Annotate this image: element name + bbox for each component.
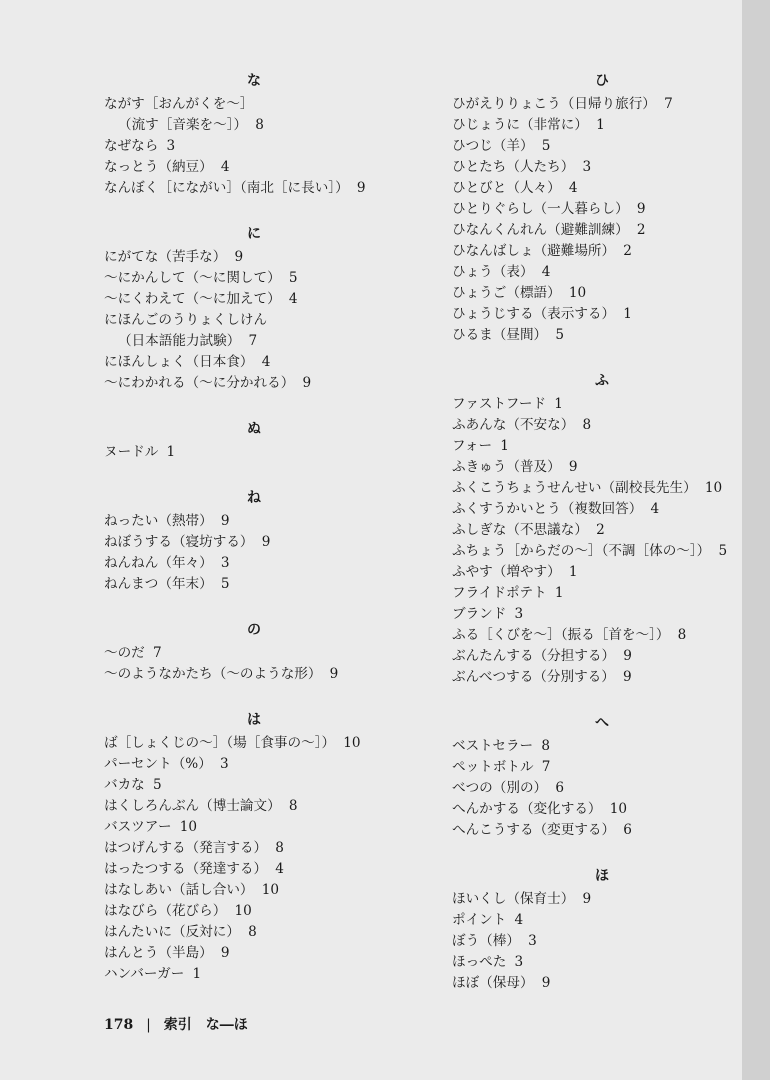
entry-term: ブランド — [452, 606, 507, 622]
entry-lesson-number: 4 — [275, 861, 284, 877]
index-entry — [452, 115, 770, 136]
entry-term: ひなんくんれん（避難訓練） — [452, 222, 629, 238]
entry-term: へんかする（変化する） — [452, 801, 602, 817]
entry-term: ねんまつ（年末） — [104, 576, 213, 592]
entry-term: ほぼ（保母） — [452, 975, 534, 991]
entry-lesson-number: 5 — [288, 270, 298, 286]
section-gap — [104, 394, 424, 416]
entry-term: ひがえりりょこう（日帰り旅行） — [452, 96, 656, 112]
entry-term: バスツアー — [104, 819, 172, 835]
entry-lesson-number: 1 — [500, 438, 509, 454]
entry-term: はなしあい（話し合い） — [104, 882, 254, 898]
index-entry — [104, 880, 424, 901]
index-entry — [104, 664, 424, 685]
index-entry — [452, 604, 770, 625]
section-gap — [452, 346, 770, 368]
index-entry — [452, 952, 770, 973]
index-section — [104, 221, 424, 394]
entry-term: はつげんする（発言する） — [104, 840, 268, 856]
section-heading: は — [247, 712, 261, 728]
entry-term: へんこうする（変更する） — [452, 822, 616, 838]
entry-term: ひょう（表） — [452, 264, 534, 280]
index-entry — [452, 325, 770, 346]
entry-term: べつの（別の） — [452, 780, 548, 796]
index-entry — [452, 283, 770, 304]
entry-term: ねったい（熱帯） — [104, 513, 213, 529]
index-entry — [104, 373, 424, 394]
entry-lesson-number: 5 — [718, 543, 728, 559]
entry-term: ひつじ（羊） — [452, 138, 534, 154]
section-gap — [104, 463, 424, 485]
section-heading: に — [247, 226, 261, 242]
entry-term: （流す［音楽を〜］） — [118, 117, 248, 133]
entry-lesson-number: 4 — [261, 354, 271, 370]
entry-lesson-number: 9 — [541, 975, 551, 991]
entry-term: はんたいに（反対に） — [104, 924, 240, 940]
index-entry — [452, 136, 770, 157]
entry-lesson-number: 8 — [255, 117, 264, 133]
index-entry — [452, 241, 770, 262]
index-entry — [452, 667, 770, 688]
entry-term: ふる［くびを〜］（振る［首を〜］） — [452, 627, 670, 643]
index-entry — [104, 178, 424, 199]
index-entry — [452, 820, 770, 841]
index-section — [104, 68, 424, 199]
entry-lesson-number: 7 — [664, 96, 673, 112]
entry-term: ながす［おんがくを〜］ — [104, 96, 254, 112]
entry-lesson-number: 9 — [220, 513, 230, 529]
entry-term: ペットボトル — [452, 759, 534, 775]
entry-lesson-number: 8 — [288, 798, 298, 814]
entry-term: ふしぎな（不思議な） — [452, 522, 588, 538]
entry-term: ぶんたんする（分担する） — [452, 648, 616, 664]
index-entry — [452, 304, 770, 325]
entry-term: 〜にわかれる（〜に分かれる） — [104, 375, 295, 391]
entry-term: ふくすうかいとう（複数回答） — [452, 501, 643, 517]
index-entry — [452, 199, 770, 220]
index-entry — [452, 436, 770, 457]
entry-lesson-number: 8 — [275, 840, 284, 856]
index-entry — [452, 778, 770, 799]
entry-term: ふくこうちょうせんせい（副校長先生） — [452, 480, 697, 496]
section-gap — [452, 688, 770, 710]
entry-term: ひなんばしょ（避難場所） — [452, 243, 616, 259]
entry-term: ほっぺた — [452, 954, 507, 970]
entry-lesson-number: 7 — [152, 645, 162, 661]
index-entry — [104, 943, 424, 964]
entry-term: ねんねん（年々） — [104, 555, 213, 571]
index-entry — [452, 931, 770, 952]
index-column-right — [452, 68, 770, 994]
entry-term: にがてな（苦手な） — [104, 249, 227, 265]
index-entry — [452, 757, 770, 778]
index-entry — [104, 247, 424, 268]
section-heading: ね — [247, 490, 261, 506]
entry-lesson-number: 10 — [568, 285, 587, 301]
index-entry — [104, 331, 424, 352]
index-entry — [452, 799, 770, 820]
entry-term: 〜のようなかたち（〜のような形） — [104, 666, 322, 682]
entry-lesson-number: 10 — [234, 903, 252, 919]
entry-lesson-number: 3 — [528, 933, 537, 949]
entry-lesson-number: 6 — [623, 822, 632, 838]
index-entry — [452, 910, 770, 931]
index-entry — [452, 889, 770, 910]
index-entry — [452, 583, 770, 604]
footer-separator: | — [146, 1017, 151, 1033]
entry-term: ぶんべつする（分別する） — [452, 669, 615, 685]
entry-term: はんとう（半島） — [104, 945, 213, 961]
entry-term: （日本語能力試験） — [118, 333, 241, 349]
entry-term: 〜にかんして（〜に関して） — [104, 270, 281, 286]
index-entry — [104, 796, 424, 817]
entry-lesson-number: 9 — [234, 249, 244, 265]
index-entry — [104, 922, 424, 943]
page-edge — [742, 0, 770, 1080]
entry-term: ひとりぐらし（一人暮らし） — [452, 201, 629, 217]
entry-lesson-number: 10 — [343, 735, 361, 751]
section-heading: ほ — [595, 868, 609, 884]
section-gap — [104, 595, 424, 617]
entry-lesson-number: 9 — [568, 459, 578, 475]
entry-term: にほんごのうりょくしけん — [104, 312, 268, 328]
entry-term: 〜のだ — [104, 645, 145, 661]
entry-term: ひとびと（人々） — [452, 180, 561, 196]
index-entry — [104, 859, 424, 880]
index-entry — [104, 733, 424, 754]
entry-term: ひょうじする（表示する） — [452, 306, 616, 322]
index-entry — [104, 901, 424, 922]
entry-lesson-number: 9 — [623, 669, 632, 685]
section-gap — [104, 199, 424, 221]
index-entry — [452, 562, 770, 583]
entry-lesson-number: 3 — [514, 954, 524, 970]
entry-term: パーセント（%） — [104, 756, 212, 772]
entry-lesson-number: 10 — [261, 882, 279, 898]
entry-term: ハンバーガー — [104, 966, 185, 982]
index-entry — [452, 157, 770, 178]
entry-lesson-number: 8 — [248, 924, 257, 940]
section-gap — [104, 685, 424, 707]
entry-lesson-number: 1 — [192, 966, 202, 982]
index-entry — [452, 178, 770, 199]
entry-lesson-number: 10 — [179, 819, 198, 835]
index-entry — [452, 499, 770, 520]
section-heading: な — [247, 73, 261, 89]
section-gap — [452, 841, 770, 863]
entry-lesson-number: 4 — [220, 159, 230, 175]
entry-lesson-number: 4 — [288, 291, 298, 307]
page-footer — [104, 1014, 248, 1034]
page-number: 178 — [104, 1017, 134, 1033]
index-entry — [104, 136, 424, 157]
entry-lesson-number: 4 — [541, 264, 551, 280]
entry-term: ば［しょくじの〜］（場［食事の〜］） — [104, 735, 336, 751]
index-entry — [104, 310, 424, 331]
entry-lesson-number: 9 — [302, 375, 312, 391]
entry-term: ふちょう［からだの〜］（不調［体の〜］） — [452, 543, 711, 559]
entry-term: なっとう（納豆） — [104, 159, 213, 175]
index-entry — [452, 478, 770, 499]
entry-lesson-number: 8 — [541, 738, 550, 754]
entry-lesson-number: 7 — [248, 333, 258, 349]
entry-term: はくしろんぶん（博士論文） — [104, 798, 281, 814]
entry-term: ほいくし（保育士） — [452, 891, 575, 907]
entry-lesson-number: 3 — [166, 138, 176, 154]
index-entry — [452, 457, 770, 478]
entry-lesson-number: 9 — [220, 945, 230, 961]
footer-label: 索引 な―ほ — [163, 1017, 248, 1033]
entry-lesson-number: 3 — [582, 159, 592, 175]
entry-lesson-number: 1 — [568, 564, 578, 580]
index-entry — [104, 838, 424, 859]
entry-lesson-number: 3 — [220, 555, 230, 571]
entry-term: はったつする（発達する） — [104, 861, 268, 877]
index-section — [452, 710, 770, 841]
entry-lesson-number: 9 — [329, 666, 339, 682]
entry-term: バカな — [104, 777, 145, 793]
entry-term: ふやす（増やす） — [452, 564, 561, 580]
index-entry — [452, 394, 770, 415]
index-entry — [452, 520, 770, 541]
entry-term: ふあんな（不安な） — [452, 417, 575, 433]
entry-lesson-number: 9 — [582, 891, 592, 907]
entry-term: フォー — [452, 438, 493, 454]
entry-lesson-number: 3 — [514, 606, 524, 622]
index-entry — [104, 574, 424, 595]
section-heading: ふ — [595, 373, 609, 389]
index-column-left — [104, 68, 424, 985]
index-entry — [104, 553, 424, 574]
entry-lesson-number: 1 — [623, 306, 632, 322]
entry-lesson-number: 9 — [636, 201, 646, 217]
index-entry — [104, 964, 424, 985]
entry-lesson-number: 2 — [636, 222, 646, 238]
index-section — [104, 617, 424, 685]
entry-lesson-number: 4 — [650, 501, 660, 517]
entry-term: ポイント — [452, 912, 507, 928]
index-section — [104, 707, 424, 985]
index-entry — [104, 289, 424, 310]
entry-term: ひとたち（人たち） — [452, 159, 575, 175]
entry-term: ベストセラー — [452, 738, 534, 754]
index-entry — [452, 94, 770, 115]
index-entry — [452, 415, 770, 436]
index-section — [104, 416, 424, 463]
index-entry — [104, 817, 424, 838]
entry-lesson-number: 5 — [220, 576, 230, 592]
entry-term: ひじょうに（非常に） — [452, 117, 588, 133]
entry-lesson-number: 4 — [568, 180, 578, 196]
index-entry — [452, 973, 770, 994]
entry-lesson-number: 10 — [609, 801, 627, 817]
entry-term: フライドポテト — [452, 585, 547, 601]
section-heading: ひ — [595, 73, 609, 89]
index-section — [452, 68, 770, 346]
index-section — [104, 485, 424, 595]
entry-term: 〜にくわえて（〜に加えて） — [104, 291, 281, 307]
index-entry — [104, 511, 424, 532]
index-entry — [104, 352, 424, 373]
entry-lesson-number: 1 — [596, 117, 605, 133]
entry-lesson-number: 7 — [541, 759, 551, 775]
index-entry — [104, 157, 424, 178]
entry-term: ふきゅう（普及） — [452, 459, 561, 475]
index-entry — [452, 541, 770, 562]
entry-lesson-number: 9 — [623, 648, 632, 664]
entry-lesson-number: 1 — [554, 585, 564, 601]
entry-lesson-number: 5 — [152, 777, 162, 793]
section-heading: の — [247, 622, 261, 638]
entry-lesson-number: 10 — [704, 480, 723, 496]
index-entry — [104, 754, 424, 775]
entry-term: にほんしょく（日本食） — [104, 354, 254, 370]
entry-lesson-number: 8 — [677, 627, 687, 643]
entry-term: ファストフード — [452, 396, 547, 412]
section-heading: ぬ — [247, 421, 261, 437]
index-entry — [452, 220, 770, 241]
entry-term: ひるま（昼間） — [452, 327, 548, 343]
entry-lesson-number: 1 — [166, 444, 176, 460]
index-entry — [104, 532, 424, 553]
index-entry — [104, 115, 424, 136]
index-section — [452, 368, 770, 688]
entry-term: ねぼうする（寝坊する） — [104, 534, 254, 550]
entry-term: ヌードル — [104, 444, 159, 460]
index-entry — [104, 94, 424, 115]
entry-lesson-number: 8 — [582, 417, 592, 433]
entry-lesson-number: 4 — [514, 912, 524, 928]
index-entry — [104, 643, 424, 664]
entry-lesson-number: 5 — [541, 138, 551, 154]
index-entry — [452, 736, 770, 757]
entry-term: なんぼく［にながい］（南北［に長い］） — [104, 180, 349, 196]
index-entry — [104, 442, 424, 463]
entry-lesson-number: 3 — [219, 756, 229, 772]
index-entry — [104, 268, 424, 289]
entry-term: はなびら（花びら） — [104, 903, 227, 919]
index-entry — [452, 625, 770, 646]
index-entry — [452, 262, 770, 283]
index-section — [452, 863, 770, 994]
entry-lesson-number: 2 — [623, 243, 632, 259]
index-entry — [104, 775, 424, 796]
entry-term: ぼう（棒） — [452, 933, 520, 949]
entry-lesson-number: 9 — [261, 534, 271, 550]
entry-lesson-number: 2 — [596, 522, 605, 538]
entry-lesson-number: 5 — [555, 327, 564, 343]
entry-term: ひょうご（標語） — [452, 285, 561, 301]
entry-lesson-number: 1 — [554, 396, 563, 412]
entry-term: なぜなら — [104, 138, 159, 154]
entry-lesson-number: 6 — [555, 780, 564, 796]
section-heading: へ — [595, 715, 609, 731]
index-entry — [452, 646, 770, 667]
entry-lesson-number: 9 — [356, 180, 366, 196]
